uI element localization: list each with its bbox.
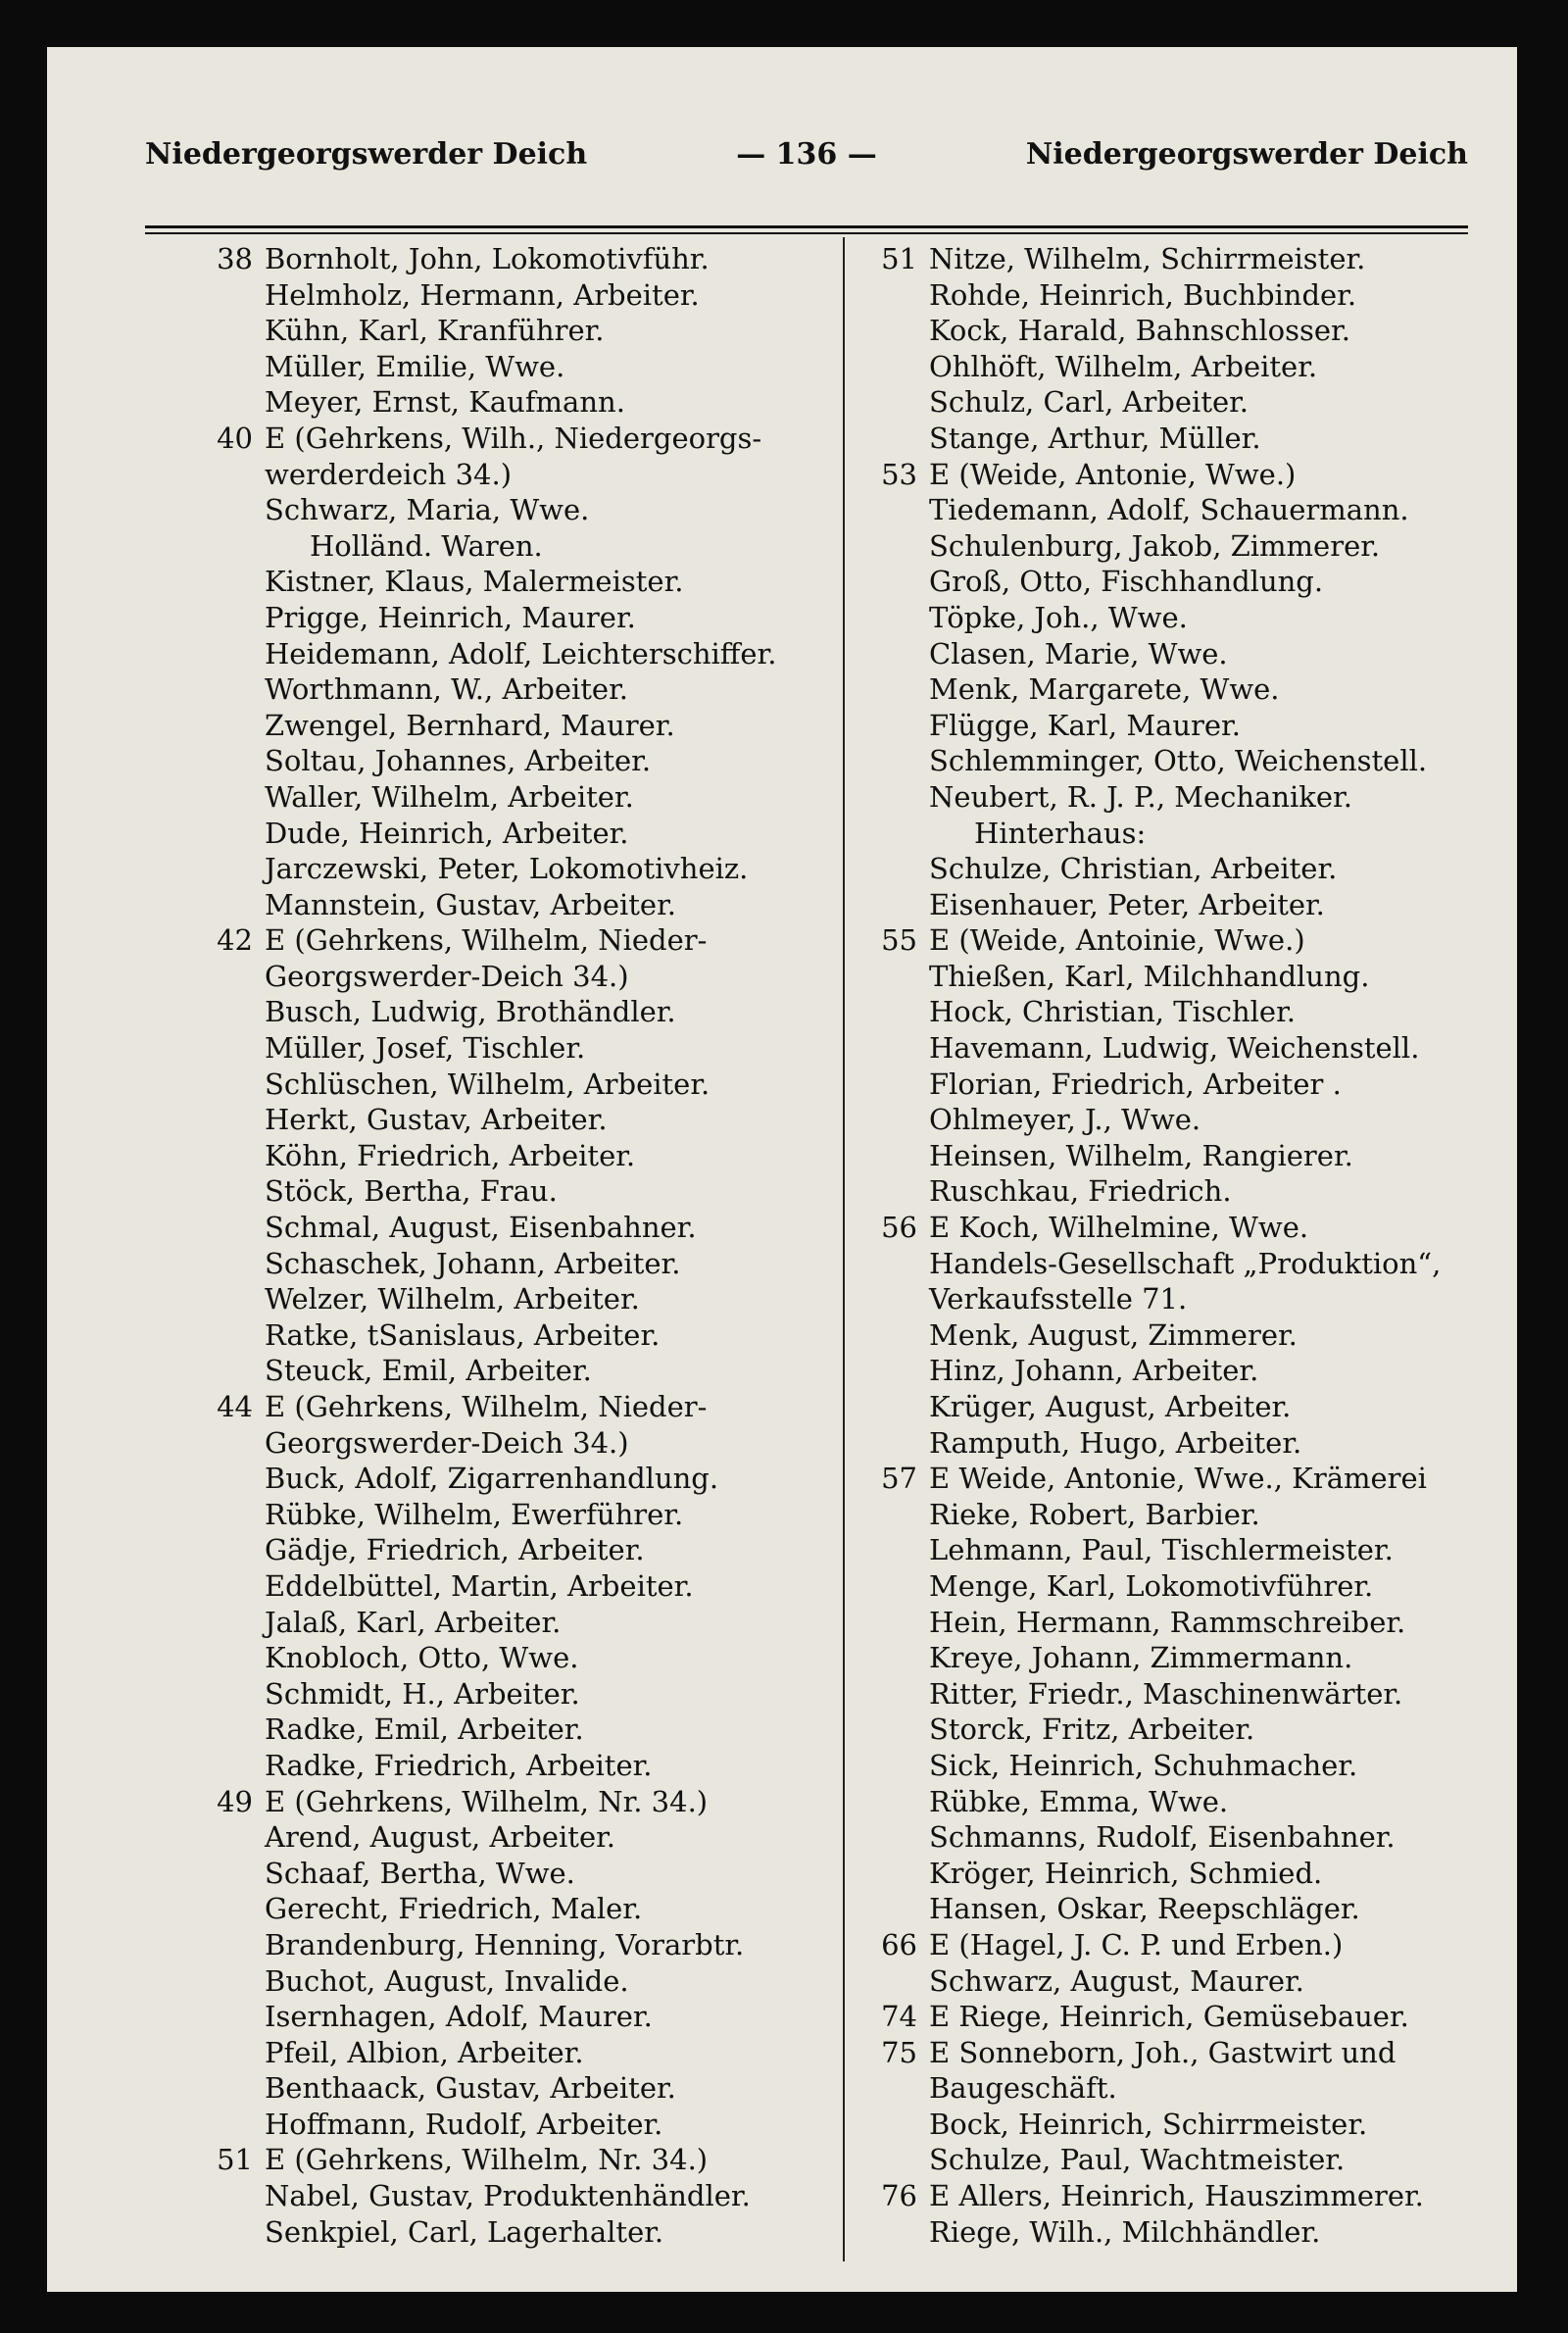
house-number: 40	[217, 421, 253, 455]
resident-line: Buck, Adolf, Zigarrenhandlung.	[265, 1462, 719, 1496]
directory-entry-house	[858, 1999, 1535, 2035]
resident-line: Töpke, Joh., Wwe.	[929, 600, 1188, 634]
directory-entry-house	[858, 2178, 1535, 2214]
resident-line: Brandenburg, Henning, Vorarbtr.	[265, 1927, 745, 1961]
entry-text: E (Gehrkens, Wilhelm, Nieder-	[265, 1390, 708, 1423]
resident-line: Flügge, Karl, Maurer.	[929, 708, 1241, 742]
resident-line: Schulz, Carl, Arbeiter.	[929, 385, 1250, 420]
entry-text: E (Weide, Antonie, Wwe.)	[929, 457, 1297, 491]
resident-line: Dude, Heinrich, Arbeiter.	[265, 816, 629, 850]
resident-line: Hansen, Oskar, Reepschläger.	[929, 1892, 1360, 1926]
resident-line: Schwarz, Maria, Wwe.	[265, 493, 590, 527]
resident-line: Gädje, Friedrich, Arbeiter.	[265, 1533, 645, 1567]
resident-line: Schaschek, Johann, Arbeiter.	[265, 1246, 681, 1280]
directory-entry-house	[858, 2035, 1535, 2071]
resident-line: Menk, August, Zimmerer.	[929, 1317, 1298, 1352]
resident-line: Schlemminger, Otto, Weichenstell.	[929, 744, 1428, 778]
resident-line: Schaaf, Bertha, Wwe.	[265, 1856, 575, 1890]
resident-line: Pfeil, Albion, Arbeiter.	[265, 2035, 584, 2069]
resident-line: Kröger, Heinrich, Schmied.	[929, 1856, 1323, 1890]
entry-continuation: werderdeich 34.)	[265, 457, 513, 491]
entry-text: E (Gehrkens, Wilhelm, Nr. 34.)	[265, 1784, 709, 1818]
resident-line: Waller, Wilhelm, Arbeiter.	[265, 779, 634, 814]
resident-line: Radke, Friedrich, Arbeiter.	[265, 1748, 653, 1782]
resident-line: Stöck, Bertha, Frau.	[265, 1174, 558, 1209]
entry-continuation: Georgswerder-Deich 34.)	[265, 1425, 629, 1460]
house-number: 57	[881, 1462, 917, 1496]
resident-line: Schmidt, H., Arbeiter.	[265, 1676, 580, 1711]
resident-line: Handels-Gesellschaft „Produktion“,	[929, 1246, 1442, 1280]
house-number: 53	[881, 457, 917, 491]
resident-line: Menge, Karl, Lokomotivführer.	[929, 1568, 1374, 1603]
resident-line: Worthmann, W., Arbeiter.	[265, 672, 628, 707]
resident-line: Soltau, Johannes, Arbeiter.	[265, 744, 652, 778]
resident-line: Isernhagen, Adolf, Maurer.	[265, 2000, 653, 2034]
entry-text: Nitze, Wilhelm, Schirrmeister.	[929, 242, 1366, 275]
right-column	[858, 241, 1535, 2250]
resident-line: Köhn, Friedrich, Arbeiter.	[265, 1138, 636, 1172]
resident-line: Kühn, Karl, Kranführer.	[265, 314, 605, 348]
entry-text: E (Gehrkens, Wilhelm, Nieder-	[265, 923, 708, 958]
resident-line: Eddelbüttel, Martin, Arbeiter.	[265, 1568, 694, 1603]
resident-line: Sick, Heinrich, Schuhmacher.	[929, 1748, 1358, 1782]
resident-line: Kreye, Johann, Zimmermann.	[929, 1641, 1353, 1675]
resident-line: Jalaß, Karl, Arbeiter.	[265, 1605, 562, 1639]
resident-line: Kock, Harald, Bahnschlosser.	[929, 314, 1350, 348]
entry-text: E Riege, Heinrich, Gemüsebauer.	[929, 2000, 1409, 2034]
resident-line: Senkpiel, Carl, Lagerhalter.	[265, 2214, 664, 2249]
house-number: 74	[881, 2000, 917, 2034]
resident-line: Ratke, tSanislaus, Arbeiter.	[265, 1317, 661, 1352]
resident-line: Schwarz, August, Maurer.	[929, 1963, 1304, 1998]
directory-entry-house	[194, 2142, 831, 2178]
resident-line: Busch, Ludwig, Brothändler.	[265, 995, 676, 1029]
resident-line: Heidemann, Adolf, Leichterschiffer.	[265, 636, 777, 670]
resident-line: Kistner, Klaus, Malermeister.	[265, 565, 684, 599]
document-page	[47, 47, 1517, 2292]
header-street-right: Niedergeorgswerder Deich	[1025, 137, 1468, 172]
directory-entry-house	[858, 241, 1535, 277]
entry-text: E Koch, Wilhelmine, Wwe.	[929, 1211, 1309, 1245]
resident-line: Storck, Fritz, Arbeiter.	[929, 1713, 1255, 1747]
house-number: 51	[217, 2143, 253, 2177]
directory-entry-house	[194, 922, 831, 959]
resident-line: Ohlmeyer, J., Wwe.	[929, 1103, 1201, 1137]
resident-line: Ruschkau, Friedrich.	[929, 1174, 1232, 1209]
resident-line: Müller, Josef, Tischler.	[265, 1031, 586, 1066]
resident-line: Ohlhöft, Wilhelm, Arbeiter.	[929, 349, 1318, 383]
resident-line: Bock, Heinrich, Schirrmeister.	[929, 2107, 1368, 2141]
resident-line: Heinsen, Wilhelm, Rangierer.	[929, 1138, 1353, 1172]
directory-entry-house	[194, 241, 831, 277]
house-number: 42	[217, 923, 253, 958]
entry-text: E Weide, Antonie, Wwe., Krämerei	[929, 1462, 1427, 1496]
resident-line: Stange, Arthur, Müller.	[929, 421, 1261, 455]
resident-line: Menk, Margarete, Wwe.	[929, 672, 1280, 707]
entry-text: E (Gehrkens, Wilh., Niedergeorgs-	[265, 421, 762, 455]
resident-line: Welzer, Wilhelm, Arbeiter.	[265, 1282, 640, 1316]
resident-line: Florian, Friedrich, Arbeiter .	[929, 1067, 1342, 1101]
directory-entry-house	[194, 1784, 831, 1820]
resident-line: Ritter, Friedr., Maschinenwärter.	[929, 1676, 1403, 1711]
resident-line: Tiedemann, Adolf, Schauermann.	[929, 493, 1409, 527]
resident-line: Nabel, Gustav, Produktenhändler.	[265, 2179, 751, 2213]
directory-entry-house	[858, 922, 1535, 959]
resident-line: Arend, August, Arbeiter.	[265, 1820, 615, 1855]
column-divider	[843, 237, 845, 2261]
header-rule-double	[145, 232, 1468, 234]
header-rule	[145, 225, 1468, 228]
entry-text: E (Gehrkens, Wilhelm, Nr. 34.)	[265, 2143, 709, 2177]
resident-line: Schlüschen, Wilhelm, Arbeiter.	[265, 1067, 710, 1101]
house-number: 55	[881, 923, 917, 958]
house-number: 56	[881, 1211, 917, 1245]
resident-line: Rohde, Heinrich, Buchbinder.	[929, 277, 1357, 312]
resident-line: Zwengel, Bernhard, Maurer.	[265, 708, 675, 742]
entry-text: E Allers, Heinrich, Hauszimmerer.	[929, 2179, 1424, 2213]
left-column	[194, 241, 831, 2250]
resident-line: Ramputh, Hugo, Arbeiter.	[929, 1425, 1302, 1460]
directory-entry-house	[194, 421, 831, 457]
resident-line: Riege, Wilh., Milchhändler.	[929, 2214, 1321, 2249]
resident-line: Hinz, Johann, Arbeiter.	[929, 1354, 1259, 1388]
resident-line: Rübke, Wilhelm, Ewerführer.	[265, 1497, 684, 1531]
resident-line: Meyer, Ernst, Kaufmann.	[265, 385, 625, 420]
resident-line: Jarczewski, Peter, Lokomotivheiz.	[265, 852, 749, 886]
entry-text: E Sonneborn, Joh., Gastwirt und	[929, 2035, 1396, 2069]
resident-line: Verkaufsstelle 71.	[929, 1282, 1188, 1316]
resident-line: Havemann, Ludwig, Weichenstell.	[929, 1031, 1420, 1066]
entry-text: E (Weide, Antoinie, Wwe.)	[929, 923, 1305, 958]
resident-line: Hoffmann, Rudolf, Arbeiter.	[265, 2107, 663, 2141]
house-number: 76	[881, 2179, 917, 2213]
house-number: 75	[881, 2035, 917, 2069]
directory-entry-house	[858, 457, 1535, 493]
resident-line: Hein, Hermann, Rammschreiber.	[929, 1605, 1406, 1639]
entry-text: Bornholt, John, Lokomotivführ.	[265, 242, 710, 275]
resident-line: Clasen, Marie, Wwe.	[929, 636, 1228, 670]
resident-line: Rieke, Robert, Barbier.	[929, 1497, 1260, 1531]
directory-entry-house	[194, 1389, 831, 1425]
resident-line: Benthaack, Gustav, Arbeiter.	[265, 2071, 676, 2106]
resident-line: Krüger, August, Arbeiter.	[929, 1390, 1292, 1423]
resident-line: Schulze, Paul, Wachtmeister.	[929, 2143, 1346, 2177]
resident-line: Steuck, Emil, Arbeiter.	[265, 1354, 592, 1388]
house-number: 44	[217, 1390, 253, 1423]
resident-line: Müller, Emilie, Wwe.	[265, 349, 565, 383]
resident-line: Eisenhauer, Peter, Arbeiter.	[929, 887, 1325, 921]
resident-line: Schulze, Christian, Arbeiter.	[929, 852, 1338, 886]
page-number: — 136 —	[736, 137, 877, 172]
directory-entry-house	[858, 1210, 1535, 1246]
resident-line: Holländ. Waren.	[310, 528, 543, 563]
resident-line: Prigge, Heinrich, Maurer.	[265, 600, 636, 634]
resident-line: Radke, Emil, Arbeiter.	[265, 1713, 584, 1747]
house-number: 66	[881, 1927, 917, 1961]
resident-line: Neubert, R. J. P., Mechaniker.	[929, 779, 1352, 814]
resident-line: Mannstein, Gustav, Arbeiter.	[265, 887, 676, 921]
house-number: 38	[217, 242, 253, 275]
resident-line: Schmal, August, Eisenbahner.	[265, 1211, 697, 1245]
entry-continuation: Baugeschäft.	[929, 2071, 1117, 2106]
page-header	[145, 137, 1468, 186]
resident-line: Hock, Christian, Tischler.	[929, 995, 1296, 1029]
resident-line: Lehmann, Paul, Tischlermeister.	[929, 1533, 1394, 1567]
resident-line: Schulenburg, Jakob, Zimmerer.	[929, 528, 1381, 563]
entry-text: E (Hagel, J. C. P. und Erben.)	[929, 1927, 1344, 1961]
directory-entry-house	[858, 1461, 1535, 1497]
house-number: 49	[217, 1784, 253, 1818]
header-street-left: Niedergeorgswerder Deich	[145, 137, 588, 172]
entry-continuation: Georgswerder-Deich 34.)	[265, 959, 629, 993]
directory-entry-house	[858, 1927, 1535, 1963]
resident-line: Gerecht, Friedrich, Maler.	[265, 1892, 643, 1926]
resident-line: Groß, Otto, Fischhandlung.	[929, 565, 1324, 599]
resident-line: Hinterhaus:	[974, 816, 1147, 850]
house-number: 51	[881, 242, 917, 275]
resident-line: Helmholz, Hermann, Arbeiter.	[265, 277, 700, 312]
resident-line: Herkt, Gustav, Arbeiter.	[265, 1103, 608, 1137]
resident-line: Buchot, August, Invalide.	[265, 1963, 629, 1998]
resident-line: Thießen, Karl, Milchhandlung.	[929, 959, 1370, 993]
resident-line: Knobloch, Otto, Wwe.	[265, 1641, 579, 1675]
resident-line: Rübke, Emma, Wwe.	[929, 1784, 1229, 1818]
resident-line: Schmanns, Rudolf, Eisenbahner.	[929, 1820, 1396, 1855]
